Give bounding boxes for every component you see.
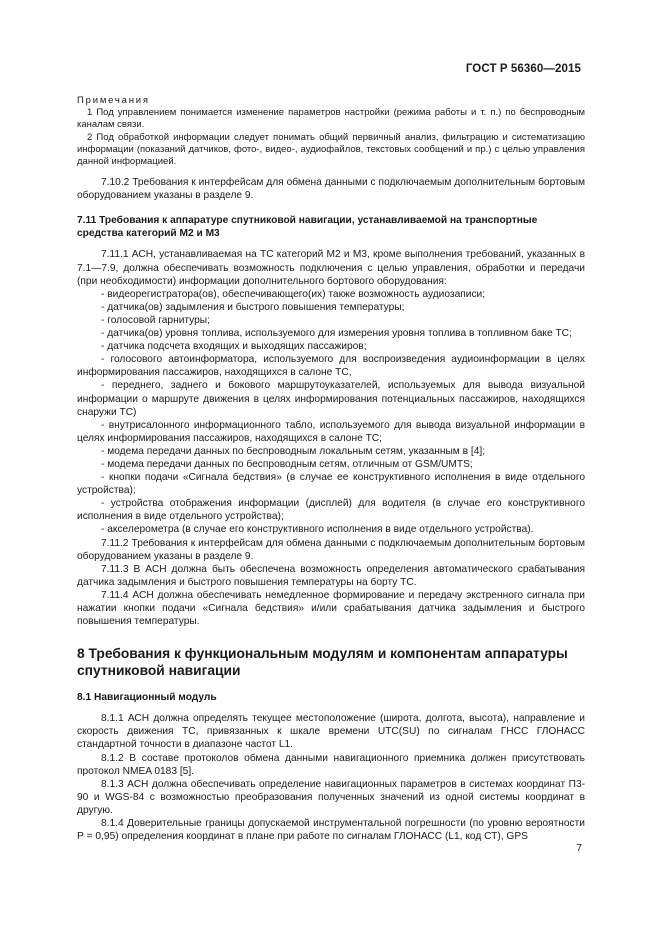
section-heading-7-11: 7.11 Требования к аппаратуре спутниковой навигации, устанавливаемой на транспортные средства категорий М2 и М3 <box>77 215 538 240</box>
list-item: - устройства отображения информации (дисплей) для водителя (в случае его конструктивного исполнения в виде отдельного устройства); <box>77 498 585 523</box>
paragraph-7-11-1: 7.11.1 АСН, устанавливаемая на ТС категорий М2 и М3, кроме выполнения требований, указанных в 7.1—7.9, должна обеспечивать возможность подключения с целью управления, обработки и передачи (при необходимости) информации дополнительного бортового оборудования: <box>77 249 585 287</box>
list-item: - переднего, заднего и бокового маршрутоуказателей, используемых для вывода визуальной информации о маршруте движения в целях информирования потенциальных пассажиров, находящихся снаружи ТС) <box>77 380 585 418</box>
section-heading-8-1: 8.1 Навигационный модуль <box>77 692 217 704</box>
list-item: - голосовой гарнитуры; <box>101 314 210 326</box>
paragraph-8-1-4: 8.1.4 Доверительные границы допускаемой инструментальной погрешности (по уровню вероятности Р = 0,95) определения координат в плане при работе по сигналам ГЛОНАСС (L1, код СТ), GPS <box>77 818 585 843</box>
document-id: ГОСТ Р 56360—2015 <box>465 63 581 75</box>
paragraph-7-11-4: 7.11.4 АСН должна обеспечивать немедленное формирование и передачу экстренного сигнала при нажатии кнопки подачи «Сигнала бедствия» и/или срабатывания датчика задымления и быстрого повышения температуры. <box>77 589 585 628</box>
paragraph-8-1-1: 8.1.1 АСН должна определять текущее местоположение (широта, долгота, высота), направление и скорость движения ТС, привязанных к шкале времени UTC(SU) по сигналам ГНСС ГЛОНАСС стандартной точности в диапазоне частот L1. <box>77 713 585 751</box>
list-item: - датчика подсчета входящих и выходящих пассажиров; <box>101 341 367 353</box>
list-item: - акселерометра (в случае его конструктивного исполнения в виде отдельного устройства). <box>101 524 534 536</box>
list-item: - модема передачи данных по беспроводным локальным сетям, указанным в [4]; <box>101 445 486 457</box>
page-content <box>77 94 585 843</box>
list-item: - датчика(ов) уровня топлива, используемого для измерения уровня топлива в топливном баке ТС; <box>101 328 572 340</box>
list-item: - кнопки подачи «Сигнала бедствия» (в случае ее конструктивного исполнения в виде отдельного устройства); <box>77 472 585 497</box>
page-number: 7 <box>576 843 582 854</box>
list-item: - внутрисалонного информационного табло, используемого для вывода визуальной информации в целях информирования пассажиров, находящихся в салоне ТС; <box>77 419 585 444</box>
list-item: - модема передачи данных по беспроводным сетям, отличным от GSM/UMTS; <box>101 458 473 470</box>
list-item: - голосового автоинформатора, используемого для воспроизведения аудиоинформации в целях информирования пассажиров, находящихся в салоне ТС, <box>77 354 585 379</box>
notes-title: Примечания <box>77 95 150 106</box>
note-2: 2 Под обработкой информации следует понимать общий первичный анализ, фильтрацию и систематизацию информации (показаний датчиков, фото-, видео-, аудиофайлов, текстовых сообщений и пр.) с целью управления данной информацией. <box>77 131 585 167</box>
paragraph-7-10-2: 7.10.2 Требования к интерфейсам для обмена данными с подключаемым дополнительным бортовым оборудованием указаны в разделе 9. <box>77 177 585 202</box>
paragraph-7-11-3: 7.11.3 В АСН должна быть обеспечена возможность определения автоматического срабатывания датчика задымления и быстрого повышения температуры на борту ТС. <box>77 563 585 588</box>
chapter-heading-8: 8 Требования к функциональным модулям и компонентам аппаратуры спутниковой навигации <box>77 646 568 679</box>
paragraph-7-11-2: 7.11.2 Требования к интерфейсам для обмена данными с подключаемым дополнительным бортовым оборудованием указаны в разделе 9. <box>77 537 585 562</box>
paragraph-8-1-3: 8.1.3 АСН должна обеспечивать определение навигационных параметров в системах координат П3-90 и WGS-84 с возможностью преобразования полученных значений из одной системы координат в другую. <box>77 778 585 816</box>
list-item: - датчика(ов) задымления и быстрого повышения температуры; <box>101 301 405 313</box>
paragraph-8-1-2: 8.1.2 В составе протоколов обмена данными навигационного приемника должен присутствовать протокол NMEA 0183 [5]. <box>77 752 585 777</box>
list-item: - видеорегистратора(ов), обеспечивающего(их) также возможность аудиозаписи; <box>101 288 486 300</box>
note-1: 1 Под управлением понимается изменение параметров настройки (режима работы и т. п.) по беспроводным каналам связи. <box>77 107 585 131</box>
